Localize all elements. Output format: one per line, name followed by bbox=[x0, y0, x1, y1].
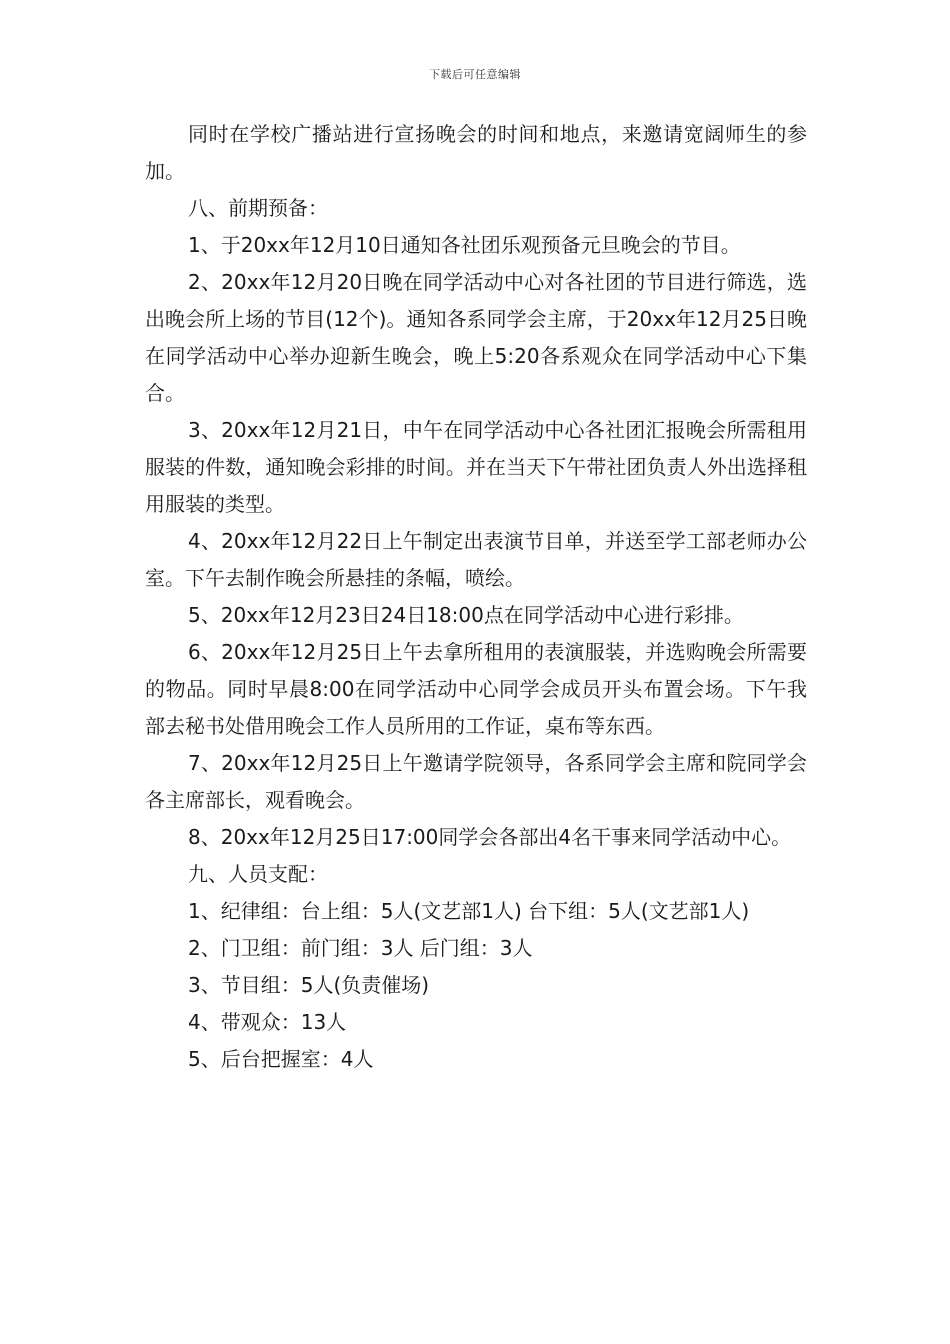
prep-item-8: 8、20xx年12月25日17:00同学会各部出4名干事来同学活动中心。 bbox=[188, 825, 792, 849]
prep-item-7: 7、20xx年12月25日上午邀请学院领导，各系同学会主席和院同学会各主席部长，观看晚会。 bbox=[145, 751, 807, 812]
prep-item-2: 2、20xx年12月20日晚在同学活动中心对各社团的节目进行筛选，选出晚会所上场的节目(12个)。通知各系同学会主席，于20xx年12月25日晚在同学活动中心举办迎新生晚会，晚上5:20各系观众在同学活动中心下集合。 bbox=[145, 270, 807, 405]
paragraph-intro: 同时在学校广播站进行宣扬晚会的时间和地点，来邀请宽阔师生的参加。 bbox=[145, 122, 807, 183]
section-heading-staffing: 九、人员支配： bbox=[188, 862, 328, 886]
prep-item-4: 4、20xx年12月22日上午制定出表演节目单，并送至学工部老师办公室。下午去制作晚会所悬挂的条幅，喷绘。 bbox=[145, 529, 807, 590]
staff-item-4: 4、带观众：13人 bbox=[188, 1010, 347, 1034]
staff-item-5: 5、后台把握室：4人 bbox=[188, 1047, 374, 1071]
section-heading-preparation: 八、前期预备： bbox=[188, 196, 328, 220]
staff-item-3: 3、节目组：5人(负责催场) bbox=[188, 973, 430, 997]
staff-item-2: 2、门卫组：前门组：3人 后门组：3人 bbox=[188, 936, 533, 960]
prep-item-6: 6、20xx年12月25日上午去拿所租用的表演服装，并选购晚会所需要的物品。同时早晨8:00在同学活动中心同学会成员开头布置会场。下午我部去秘书处借用晚会工作人员所用的工作证，桌布等东西。 bbox=[145, 640, 807, 738]
prep-item-1: 1、于20xx年12月10日通知各社团乐观预备元旦晚会的节目。 bbox=[188, 233, 741, 257]
page-header: 下载后可任意编辑 bbox=[429, 68, 521, 81]
document-body bbox=[145, 116, 807, 1078]
prep-item-5: 5、20xx年12月23日24日18:00点在同学活动中心进行彩排。 bbox=[188, 603, 744, 627]
prep-item-3: 3、20xx年12月21日，中午在同学活动中心各社团汇报晚会所需租用服装的件数，通知晚会彩排的时间。并在当天下午带社团负责人外出选择租用服装的类型。 bbox=[145, 418, 807, 516]
staff-item-1: 1、纪律组：台上组：5人(文艺部1人) 台下组：5人(文艺部1人) bbox=[188, 899, 750, 923]
